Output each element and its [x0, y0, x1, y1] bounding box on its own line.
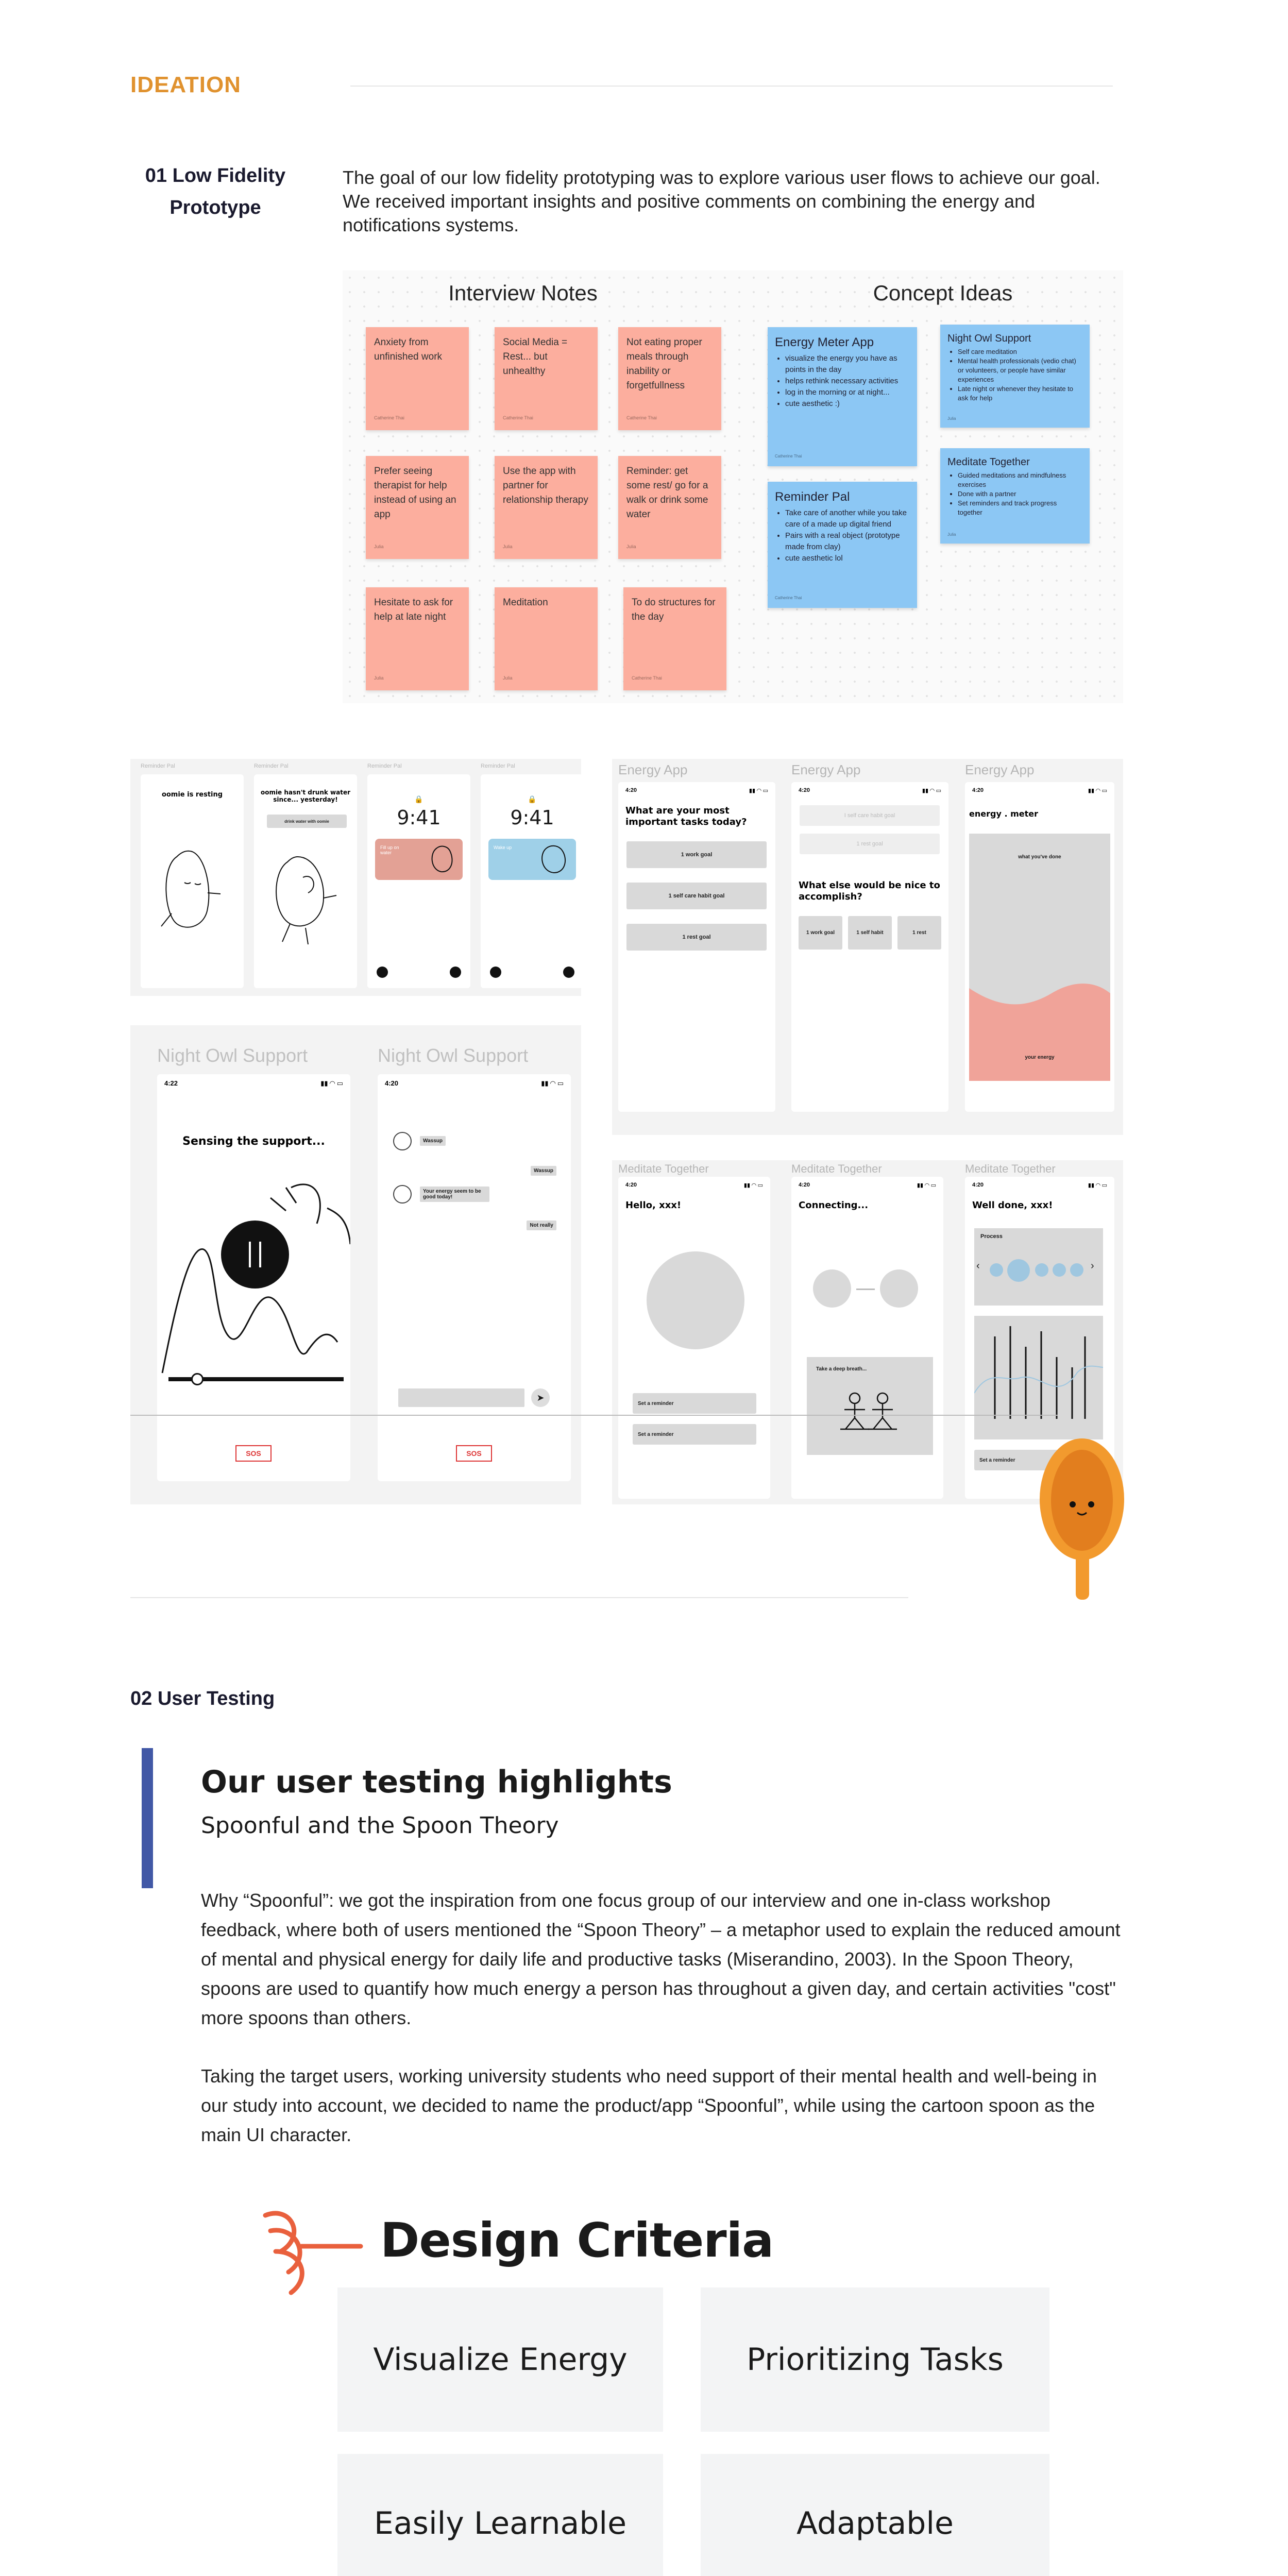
- meditating-figures-icon: [835, 1388, 902, 1439]
- sticky-note: Use the app with partner for relationship therapy Julia: [495, 456, 598, 559]
- goal-option[interactable]: 1 self care habit goal: [626, 883, 767, 909]
- criteria-title: Design Criteria: [380, 2213, 774, 2268]
- energy-meter: what you've done your energy: [969, 834, 1110, 1081]
- flashlight-icon[interactable]: [490, 967, 501, 978]
- slider-handle[interactable]: [191, 1373, 204, 1385]
- sticky-note: Anxiety from unfinished work Catherine Thai: [366, 327, 469, 430]
- lofi-description: The goal of our low fidelity prototyping was to explore various user flows to achieve our goal. We received important insights and positive comments on combining the energy and notifications systems.: [343, 167, 1100, 235]
- faded-goal: I self care habit goal: [800, 805, 940, 826]
- highlight-title: Our user testing highlights: [201, 1764, 672, 1800]
- criteria-card: Adaptable: [701, 2454, 1049, 2576]
- phone-screen: 4:20 ▮▮ ◠ ▭ Well done, xxx! Process ‹ › Set a reminder: [965, 1177, 1114, 1499]
- screen-label: Energy App: [965, 762, 1035, 777]
- lofi-heading-line2: Prototype: [170, 197, 261, 218]
- sticky-note: Reminder: get some rest/ go for a walk or drink some water Julia: [618, 456, 721, 559]
- process-card: Process ‹ ›: [974, 1228, 1103, 1306]
- spoon-mascot-icon: [1038, 1437, 1126, 1602]
- set-reminder-button[interactable]: Set a reminder: [633, 1393, 756, 1414]
- lofi-heading-line1: 01 Low Fidelity: [145, 165, 286, 187]
- flashlight-icon[interactable]: [377, 967, 388, 978]
- oomie-icon: [427, 843, 457, 876]
- energy-app-panel: [612, 759, 1123, 1135]
- lock-time: 9:41: [397, 806, 441, 829]
- progress-lines: [974, 1316, 1103, 1439]
- set-reminder-button[interactable]: Set a reminder: [633, 1424, 756, 1445]
- lofi-heading: [130, 160, 300, 224]
- highlight-subtitle: Spoonful and the Spoon Theory: [201, 1812, 559, 1839]
- progress-dot: [1070, 1263, 1083, 1277]
- sticky-note: Social Media = Rest... but unhealthy Catherine Thai: [495, 327, 598, 430]
- sticky-note: Hesitate to ask for help at late night Julia: [366, 587, 469, 690]
- sos-button[interactable]: SOS: [456, 1445, 492, 1462]
- reminder-pal-panel: [130, 759, 581, 996]
- criteria-card: Visualize Energy: [337, 2287, 663, 2432]
- oomie-icon: [537, 842, 570, 876]
- phone-screen: 4:20 ▮▮ ◠ ▭ I self care habit goal 1 rest goal What else would be nice to accomplish? 1 work goal 1 self habit 1 rest: [791, 782, 948, 1112]
- screen-label: Meditate Together: [791, 1162, 882, 1175]
- send-icon[interactable]: ➤: [531, 1388, 550, 1407]
- night-owl-panel: [130, 1025, 581, 1504]
- sticky-note: Prefer seeing therapist for help instead of using an app Julia: [366, 456, 469, 559]
- chevron-right-icon[interactable]: ›: [1091, 1260, 1094, 1272]
- phone-screen: 4:22 ▮▮ ◠ ▭ Sensing the support... SOS: [157, 1074, 350, 1481]
- screen-label: Energy App: [618, 762, 688, 777]
- testing-paragraph-1: Why “Spoonful”: we got the inspiration from one focus group of our interview and one in-class workshop feedback, where both of users mentioned the “Spoon Theory” – a metaphor used to explain the reduced amount of mental and physical energy for daily life and productive tasks (Miserandino, 2003). In the Spoon Theory, spoons are used to quantify how much energy a person has throughout a given day, and certain activities "cost" more spoons than others.: [201, 1890, 1121, 2028]
- lock-icon: 🔒: [414, 795, 423, 803]
- screen-label: Reminder Pal: [141, 763, 175, 769]
- sticky-note: Meditation Julia: [495, 587, 598, 690]
- faded-goal: 1 rest goal: [800, 834, 940, 854]
- concept-ideas-title: Concept Ideas: [873, 281, 1013, 305]
- concept-card: Reminder Pal • Take care of another while you take care of a made up digital friend • Pairs with a real object (prototype made from clay) • cute aesthetic lol Catherine Thai: [768, 482, 917, 608]
- concept-card: Night Owl Support • Self care meditation • Mental health professionals (vedio chat) or volunteers, or people have similar experiences • Late night or whenever they hesitate to ask for help Julia: [940, 325, 1090, 428]
- chat-bubble: Your energy seem to be good today!: [420, 1187, 489, 1202]
- notification-card[interactable]: Fill up on water: [375, 839, 463, 880]
- avatar: [393, 1132, 412, 1150]
- chat-bubble: Wassup: [420, 1136, 446, 1146]
- section-title: IDEATION: [130, 72, 241, 97]
- energy-fill: [969, 978, 1110, 1081]
- phone-screen: 4:20 ▮▮ ◠ ▭ Connecting... Take a deep breath...: [791, 1177, 943, 1499]
- drink-water-button[interactable]: drink water with oomie: [267, 815, 347, 828]
- interview-notes-title: Interview Notes: [448, 281, 598, 305]
- meditation-circle: [647, 1251, 744, 1349]
- concept-card: Meditate Together • Guided meditations and mindfulness exercises • Done with a partner • Set reminders and track progress together Julia: [940, 448, 1090, 544]
- partner-circle: [813, 1269, 851, 1308]
- breath-card: Take a deep breath...: [807, 1357, 933, 1455]
- screen-label: Energy App: [791, 762, 861, 777]
- lock-time: 9:41: [510, 806, 554, 829]
- camera-icon[interactable]: [450, 967, 461, 978]
- set-reminder-button[interactable]: Set a reminder: [974, 1450, 1103, 1470]
- lock-icon: 🔒: [528, 795, 537, 803]
- goal-option[interactable]: 1 rest goal: [626, 924, 767, 951]
- progress-chart: [974, 1316, 1103, 1439]
- progress-dot: [1035, 1263, 1048, 1277]
- connector-line: [130, 1415, 1058, 1416]
- criteria-card: Prioritizing Tasks: [701, 2287, 1049, 2432]
- mini-goal-option[interactable]: 1 work goal: [799, 916, 842, 950]
- ideation-board: [343, 270, 1123, 703]
- progress-dot: [990, 1263, 1003, 1277]
- goal-option[interactable]: 1 work goal: [626, 841, 767, 868]
- sos-button[interactable]: SOS: [235, 1445, 272, 1462]
- criteria-card: Easily Learnable: [337, 2454, 663, 2576]
- phone-screen: [481, 774, 584, 988]
- oomie-drinking-icon: [267, 846, 344, 950]
- oomie-sleeping-icon: [156, 836, 228, 939]
- screen-label: Night Owl Support: [157, 1045, 308, 1066]
- header-divider: [350, 86, 1113, 87]
- screen-label: Reminder Pal: [481, 763, 515, 769]
- phone-screen: oomie hasn't drunk water since... yesterday! drink water with oomie: [254, 774, 357, 988]
- section-divider: [130, 1597, 908, 1598]
- testing-heading: 02 User Testing: [130, 1688, 275, 1709]
- avatar: [393, 1185, 412, 1204]
- phone-screen: 4:20 ▮▮ ◠ ▭ What are your most important tasks today? 1 work goal 1 self care habit goal 1 rest goal: [618, 782, 775, 1112]
- mini-goal-option[interactable]: 1 self habit: [848, 916, 892, 950]
- screen-label: Reminder Pal: [254, 763, 289, 769]
- screen-label: Meditate Together: [965, 1162, 1056, 1175]
- testing-paragraph-2: Taking the target users, working university students who need support of their mental health and well-being in our study into account, we decided to name the product/app “Spoonful”, while using the cartoon spoon as the main UI character.: [201, 2065, 1097, 2145]
- phone-screen: 4:20 ▮▮ ◠ ▭ energy . meter what you've done your energy: [965, 782, 1114, 1112]
- screen-label: Meditate Together: [618, 1162, 709, 1175]
- mini-goal-option[interactable]: 1 rest: [897, 916, 941, 950]
- camera-icon[interactable]: [563, 967, 574, 978]
- chat-bubble: Wassup: [531, 1166, 556, 1176]
- message-input[interactable]: [398, 1388, 524, 1407]
- phone-screen: [367, 774, 470, 988]
- screen-label: Night Owl Support: [378, 1045, 529, 1066]
- support-illustration: [157, 1167, 350, 1388]
- partner-circle: [880, 1269, 918, 1308]
- concept-card: Energy Meter App • visualize the energy you have as points in the day • helps rethink necessary activities • log in the morning or at night... • cute aesthetic :) Catherine Thai: [768, 327, 917, 466]
- sticky-note: Not eating proper meals through inability or forgetfullness Catherine Thai: [618, 327, 721, 430]
- phone-screen: 4:20 ▮▮ ◠ ▭ Wassup Wassup Your energy seem to be good today! Not really ➤ SOS: [378, 1074, 571, 1481]
- phone-screen: 4:20 ▮▮ ◠ ▭ Hello, xxx! Set a reminder Set a reminder: [618, 1177, 770, 1499]
- notification-card[interactable]: Wake up: [488, 839, 576, 880]
- sticky-note: To do structures for the day Catherine Thai: [623, 587, 726, 690]
- progress-dot: [1007, 1259, 1030, 1282]
- chat-bubble: Not really: [527, 1221, 556, 1230]
- phone-screen: oomie is resting: [141, 774, 244, 988]
- progress-dot: [1053, 1263, 1066, 1277]
- chevron-left-icon[interactable]: ‹: [976, 1260, 980, 1272]
- screen-label: Reminder Pal: [367, 763, 402, 769]
- connection-line: [856, 1289, 875, 1290]
- highlight-bar: [142, 1748, 153, 1888]
